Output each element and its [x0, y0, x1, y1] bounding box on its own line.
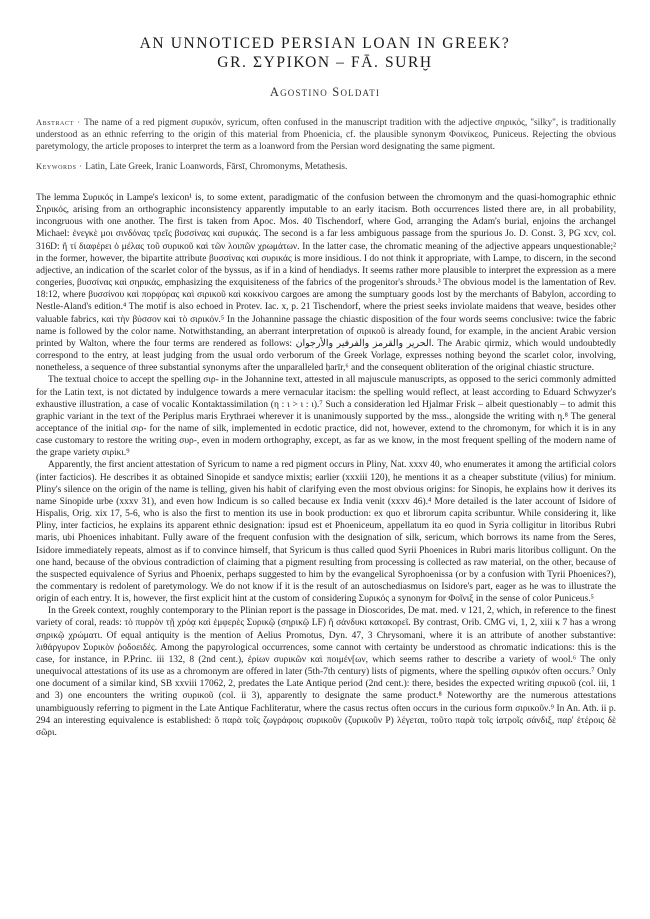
abstract-label: Abstract · [36, 118, 85, 127]
abstract-text: The name of a red pigment συρικόν, syricum, often confused in the manuscript tradition with the adjective σηρικός, "silky", is traditionally understood as an ethnic referring to the origin of this material from Phoenicia, cf. the plausible synonym Φοινίκεος, Puniceus. Rejecting the obvious paretymology, the article proposes to interpret the term as a loanword from the Persian word designating the same pigment. [36, 118, 616, 152]
title-line-2: GR. ΣΥΡΙΚΟΝ – FĀ. SURḪ [217, 54, 433, 71]
body-paragraph-3: Apparently, the first ancient attestation of Syricum to name a red pigment occurs in Pliny, Nat. xxxv 40, who enumerates it among the artificial colors (inter facticios). He describes it as obtained Sinopide et sandyce mixtis; earlier (xxxiii 120), he mentions it as a cheaper substitute (vilius) for minium. Pliny's silence on the origin of the name is telling, given his habit of clarifying even the most obvious origins: for Sinopis, he explains how it derives its name Sinopide urbe (xxxv 31), and even how Indicum is so called because ex India venit (xxxv 46).⁴ More detailed is the later account of Isidore of Hispalis, Orig. xix 17, 5-6, who is also the first to mention its use in book production: ex quo et librorum capita scribuntur. While considering it, like Pliny, inter facticios, he explains its apparent ethnic designation: ipsud est et Phoeniceum, appellatum ita eo quod in Syria colligitur in litoribus Rubri maris, ubi Phoenices inhabitant. Fully aware of the frequent confusion with the designation of silk, sericum, which borrows its name from the Seres, Isidore immediately repeats, almost as if to convince himself, that Syricum is thus called quod Syrii Phoenices in Rubri maris litoribus colligunt. On the one hand, because of the obvious contradiction of claiming that a pigment resulting from processing is collected as raw material, on the other, because of the suspected equivalence of Syrius and Phoenix, perhaps suggested to him by the evangelical Syrophoenissa (or by a confusion with Tyrii Phoenices?), the commentary is redolent of paretymology. We do not know if it is the result of an autoschediasmus on Isidore's part, eager as he was to illustrate the origin of each entry. It is, however, the first explicit hint at the custom of considering Συρικός a synonym for Φοῖνιξ in the sense of color Puniceus.⁵ [36, 460, 616, 605]
body-paragraph-1: The lemma Συρικός in Lampe's lexicon¹ is, to some extent, paradigmatic of the confusion between the chromonym and the quasi-homographic ethnic Σηρικός, arising from an orthographic inconsistency apparently imputable to an early itacism. Both occurrences listed there are, in all probability, incongruous with one another. The first is taken from Apoc. Mos. 40 Tischendorf, where God, arranging the Adam's burial, enjoins the archangel Michael: ἐνεγκὲ μοι σινδόνας τρεῖς βυσσίνας καὶ συρικάς. The second is a far less ambiguous passage from the spurious Jo. D. Const. 3, PG xcv, col. 316D: ἤ τί διαφέρει ὁ μέλας τοῦ συρικοῦ καὶ τῶν λοιπῶν χρωμάτων. In the latter case, the chromatic meaning of the adjective appears unquestionable;² in the former, however, the bipartite attribute βυσσίνας καὶ συρικάς is more insidious. I do not think it appropriate, with Lampe, to discern, in the second adjective, an indication of the scarlet color of the byssus, as if in a kind of hendiadys. It seems rather more plausible to interpret the expression as a mere congeries, βυσσίνας καὶ σηρικάς, emphasizing the exquisiteness of the fabrics of the progenitor's shrouds.³ The obvious model is the lamentation of Rev. 18:12, where βυσσίνου καὶ πορφύρας καὶ σιρικοῦ καὶ κοκκίνου cargoes are among the sumptuary goods lost by the merchants of Babylon, according to Nestle-Aland's edition.⁴ The motif is also echoed in Protev. Iac. x, p. 21 Tischendorf, where the priest seeks inviolate maidens that weave, besides other valuable fabrics, καὶ τὴν βύσσον καὶ τὸ σιρικόν.⁵ In the Johannine passage the chiastic disposition of the four words seems conclusive: twice the fabric name is followed by the color name. Notwithstanding, an aberrant interpretation of σιρικοῦ is already found, for example, in the ancient Arabic version printed by Walton, where the four terms are rendered as follows: الحرير والقرمز والفرفير والأرجوان. The Arabic qirmiz, which would undoubtedly correspond to the entry, at least judging from the usual ordo verborum of the Greek Vorlage, expresses nothing beyond the scarlet color, involving, nonetheless, a sequence of three substantial synonyms after the unparalleled ḥarīr,⁶ and the consequent obliteration of the original chiastic structure. [36, 193, 616, 374]
body-paragraph-4: In the Greek context, roughly contemporary to the Plinian report is the passage in Dioscorides, De mat. med. v 121, 2, which, in reference to the finest variety of coral, reads: τὸ πυρρὸν τῇ χρόᾳ καὶ ἐμφερὲς Συρικῷ (σηρικῷ LF) ἢ σάνδυκι κατακορεῖ. By contrast, Orib. CMG vi, 1, 2, xiii κ 7 has a wrong σηρικῷ χρώματι. Of equal antiquity is the mention of Aelius Promotus, Dyn. 47, 3 Chrysomani, where it is an attribute of another substantive: λιθάργυρον Συρικὸν ῥοδοειδές. Among the papyrological occurrences, some cannot with certainty be understood as chromatic indications: this is the case, for instance, in P.Princ. iii 132, 8 (2nd cent.), ἐρίων συρικῶν καὶ ποιμέν[ων, which seems rather to describe a variety of wool.⁶ The only unequivocal attestations of its use as a chromonym are offered in later (5th-7th century) lists of pigments, where the spelling σιρικόν often occurs.⁷ Only one document of a similar kind, SB xxviii 17062, 2, predates the Late Antique period (2nd cent.): there, besides the expected writing σιρικοῦ (col. iii, 1 and 3) one encounters the writing συρικοῦ (col. ii 3), apparently to designate the same product.⁸ Noteworthy are the numerous attestations unambiguously referring to pigment in the Late Antique Fachliteratur, where the casus rectus often occurs in the curious form σιρικοῦν.⁹ In An. Ath. ii p. 294 an interesting equivalence is established: ὃ παρὰ τοῖς ζωγράφοις συρικοῦν (ζυρικοῦν P) λέγεται, τοῦτο παρὰ τοῖς ἰατροῖς σάνδιξ, παρ' ἑτέροις δὲ σῶρι. [36, 606, 616, 738]
keywords [36, 161, 616, 173]
keywords-text: Latin, Late Greek, Iranic Loanwords, Fārsī, Chromonyms, Metathesis. [85, 162, 348, 172]
body-paragraph-2: The textual choice to accept the spelling σιρ- in the Johannine text, attested in all majuscule manuscripts, as opposed to the serici commonly admitted for the Latin text, is not dictated by indulgence towards a mere vernacular itacism: the spelling would reflect, at least according to Eduard Schwyzer's exhaustive illustration, a case of vocalic Kontaktassimilation (η : ι > ι : ι).⁷ Such a consideration led Hjalmar Frisk – albeit questionably – to admit this graphic variant in the text of the Periplus maris Erythraei wherever it is unanimously supported by the mss., alongside the writing with η.⁸ The general acceptance of the initial σιρ- for the name of silk, implemented in ecdotic practice, did not, however, extend to the chromonym, for which it is in any case customary to restore the writing συρ-, even in modern orthography, except, as far as we know, in the most frequent spelling of the modern name of the grape variety σιρίκι.⁹ [36, 375, 616, 459]
article-body [36, 192, 616, 904]
title-line-1: AN UNNOTICED PERSIAN LOAN IN GREEK? [139, 35, 511, 52]
article-title [0, 34, 650, 72]
abstract [36, 117, 616, 153]
author-name: Agostino Soldati [269, 85, 381, 99]
keywords-label: Keywords · [36, 162, 86, 171]
